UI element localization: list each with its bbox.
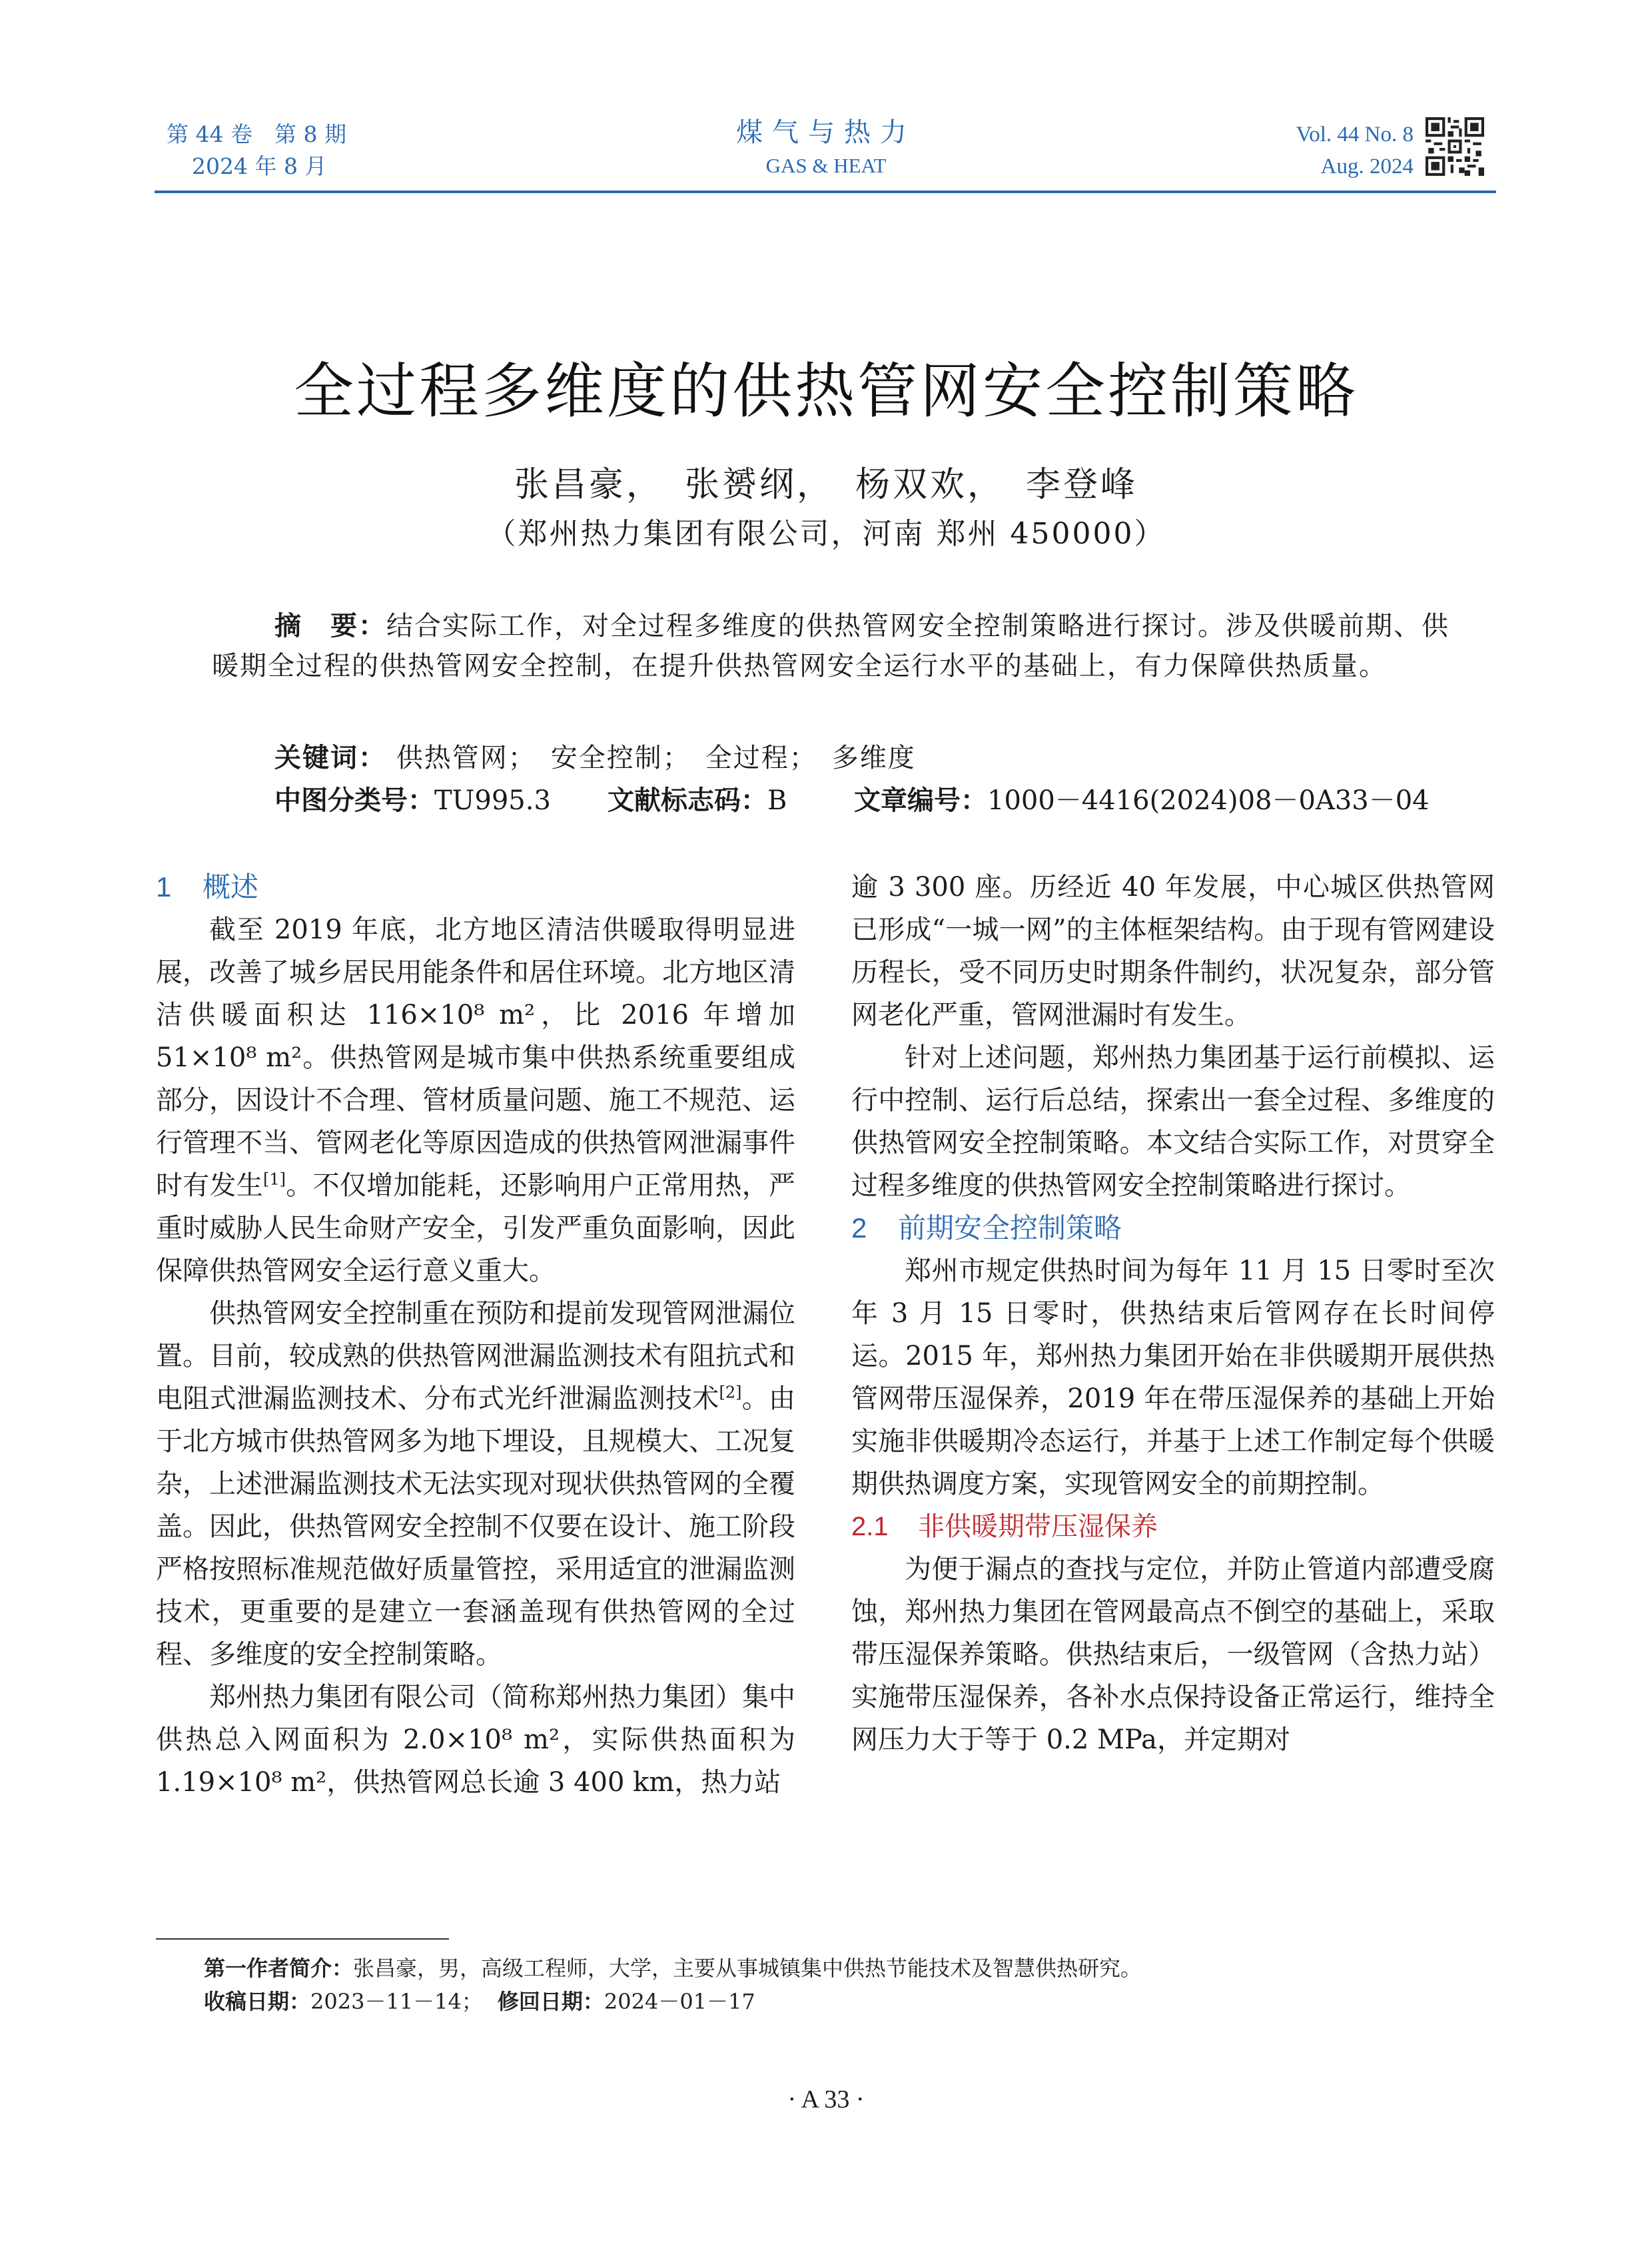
- date-cn: 2024 年 8 月: [192, 153, 327, 179]
- section-2-1-number: 2.1: [851, 1512, 889, 1541]
- paragraph-text: 截至 2019 年底，北方地区清洁供暖取得明显进展，改善了城乡居民用能条件和居住环境。北方地区清洁供暖面积达 116×10⁸ m²，比 2016 年增加 51×10⁸ m²。供热管网是城市集中供热系统重要组成部分，因设计不合理、管材质量问题、施工不规范、运行管理不当、管网老化等原因造成的供热管网泄漏事件时有发生: [156, 915, 795, 1201]
- body-left-column: [156, 866, 795, 1804]
- citation-2: [2]: [719, 1383, 742, 1402]
- paragraph: 郑州市规定供热时间为每年 11 月 15 日零时至次年 3 月 15 日零时，供热结束后管网存在长时间停运。2015 年，郑州热力集团开始在非供暖期开展供热管网带压湿保养，2019 年在带压湿保养的基础上开始实施非供暖期冷态运行，并基于上述工作制定每个供暖期供热调度方案，实现管网安全的前期控制。: [851, 1256, 1495, 1499]
- section-1-number: 1: [156, 871, 172, 903]
- paragraph-text: 供热管网安全控制重在预防和提前发现管网泄漏位置。目前，较成熟的供热管网泄漏监测技术有阻抗式和电阻式泄漏监测技术、分布式光纤泄漏监测技术: [156, 1298, 795, 1414]
- revised-label: 修回日期：: [497, 1989, 604, 2014]
- volume-issue-cn: 第 44 卷 第 8 期: [167, 121, 346, 147]
- volume-issue-en: Vol. 44 No. 8: [1296, 123, 1414, 147]
- article-title: 全过程多维度的供热管网安全控制策略: [294, 356, 1358, 426]
- author-2: 张赟纲，: [684, 465, 834, 505]
- doc-code-value: B: [767, 785, 787, 816]
- doc-code-label: 文献标志码：: [608, 785, 767, 816]
- classification-line: [274, 781, 1493, 821]
- section-2-1-title: 非供暖期带压湿保养: [918, 1511, 1158, 1542]
- abstract: [212, 606, 1453, 686]
- section-2-title: 前期安全控制策略: [898, 1212, 1122, 1244]
- author-list: [0, 460, 1652, 510]
- clc-value: TU995.3: [434, 785, 551, 816]
- section-1-title: 概述: [203, 871, 259, 903]
- paragraph: 为便于漏点的查找与定位，并防止管道内部遭受腐蚀，郑州热力集团在管网最高点不倒空的基础上，采取带压湿保养策略。供热结束后，一级管网（含热力站）实施带压湿保养，各补水点保持设备正常运行，维持全网压力大于等于 0.2 MPa，并定期对: [851, 1554, 1495, 1755]
- author-bio-label: 第一作者简介：: [204, 1956, 354, 1981]
- journal-name-en: GAS & HEAT: [765, 154, 887, 177]
- keyword-1: 供热管网；: [396, 743, 536, 773]
- body-right-column: [851, 866, 1495, 1761]
- keyword-2: 安全控制；: [550, 743, 691, 773]
- keyword-4: 多维度: [831, 743, 916, 773]
- qr-code-icon: [1426, 117, 1484, 176]
- article-no-label: 文章编号：: [854, 785, 987, 816]
- paragraph-text: 。由于北方城市供热管网多为地下埋设，且规模大、工况复杂，上述泄漏监测技术无法实现对现状供热管网的全覆盖。因此，供热管网安全控制不仅要在设计、施工阶段严格按照标准规范做好质量管控，采用适宜的泄漏监测技术，更重要的是建立一套涵盖现有供热管网的全过程、多维度的安全控制策略。: [156, 1383, 796, 1670]
- date-en: Aug. 2024: [1320, 155, 1414, 179]
- header-rule: [155, 190, 1496, 193]
- header-volume-en: [1226, 119, 1414, 183]
- section-2-heading: [851, 1207, 1495, 1250]
- section-1-heading: [156, 866, 795, 909]
- article-no-value: 1000－4416(2024)08－0A33－04: [987, 785, 1430, 816]
- journal-name: [659, 115, 993, 181]
- footnote-rule: [156, 1938, 449, 1940]
- abstract-text: 结合实际工作，对全过程多维度的供热管网安全控制策略进行探讨。涉及供暖前期、供暖期全过程的供热管网安全控制，在提升供热管网安全运行水平的基础上，有力保障供热质量。: [212, 611, 1449, 681]
- page-number: · A 33 ·: [787, 2085, 865, 2113]
- abstract-label: 摘 要：: [274, 611, 386, 641]
- paragraph: [156, 1292, 795, 1676]
- section-2-number: 2: [851, 1212, 867, 1244]
- paragraph: 针对上述问题，郑州热力集团基于运行前模拟、运行中控制、运行后总结，探索出一套全过程、多维度的供热管网安全控制策略。本文结合实际工作，对贯穿全过程多维度的供热管网安全控制策略进行探讨。: [851, 1042, 1495, 1201]
- paragraph: 郑州热力集团有限公司（简称郑州热力集团）集中供热总入网面积为 2.0×10⁸ m²，实际供热面积为 1.19×10⁸ m²，供热管网总长逾 3 400 km，热力站: [156, 1682, 795, 1798]
- revised-date: 2024－01－17: [604, 1989, 755, 2014]
- keywords-label: 关键词：: [274, 743, 386, 773]
- keyword-3: 全过程；: [705, 743, 817, 773]
- paragraph: [156, 909, 795, 1292]
- section-2-1-heading: [851, 1505, 1495, 1548]
- paragraph-continued: 逾 3 300 座。历经近 40 年发展，中心城区供热管网已形成“一城一网”的主体框架结构。由于现有管网建设历程长，受不同历史时期条件制约，状况复杂，部分管网老化严重，管网泄漏时有发生。: [851, 872, 1495, 1030]
- affiliation: （郑州热力集团有限公司，河南 郑州 450000）: [486, 517, 1166, 551]
- paragraph-text: 。不仅增加能耗，还影响用户正常用热，严重时威胁人民生命财产安全，引发严重负面影响，因此保障供热管网安全运行意义重大。: [156, 1170, 796, 1286]
- footnote: [204, 1952, 1469, 2018]
- keywords: [274, 738, 1473, 778]
- author-bio-text: 张昌豪，男，高级工程师，大学，主要从事城镇集中供热节能技术及智慧供热研究。: [353, 1956, 1142, 1981]
- author-3: 杨双欢，: [855, 465, 1005, 505]
- author-4: 李登峰: [1026, 465, 1138, 505]
- citation-1: [1]: [263, 1170, 286, 1189]
- header-volume-cn: [167, 119, 446, 183]
- journal-name-cn: 煤气与热力: [736, 117, 916, 148]
- received-date: 2023－11－14；: [310, 1989, 483, 2014]
- clc-label: 中图分类号：: [274, 785, 434, 816]
- dates-line: [204, 1985, 1469, 2018]
- author-1: 张昌豪，: [514, 465, 663, 505]
- author-bio: [204, 1952, 1469, 1985]
- received-label: 收稿日期：: [204, 1989, 311, 2014]
